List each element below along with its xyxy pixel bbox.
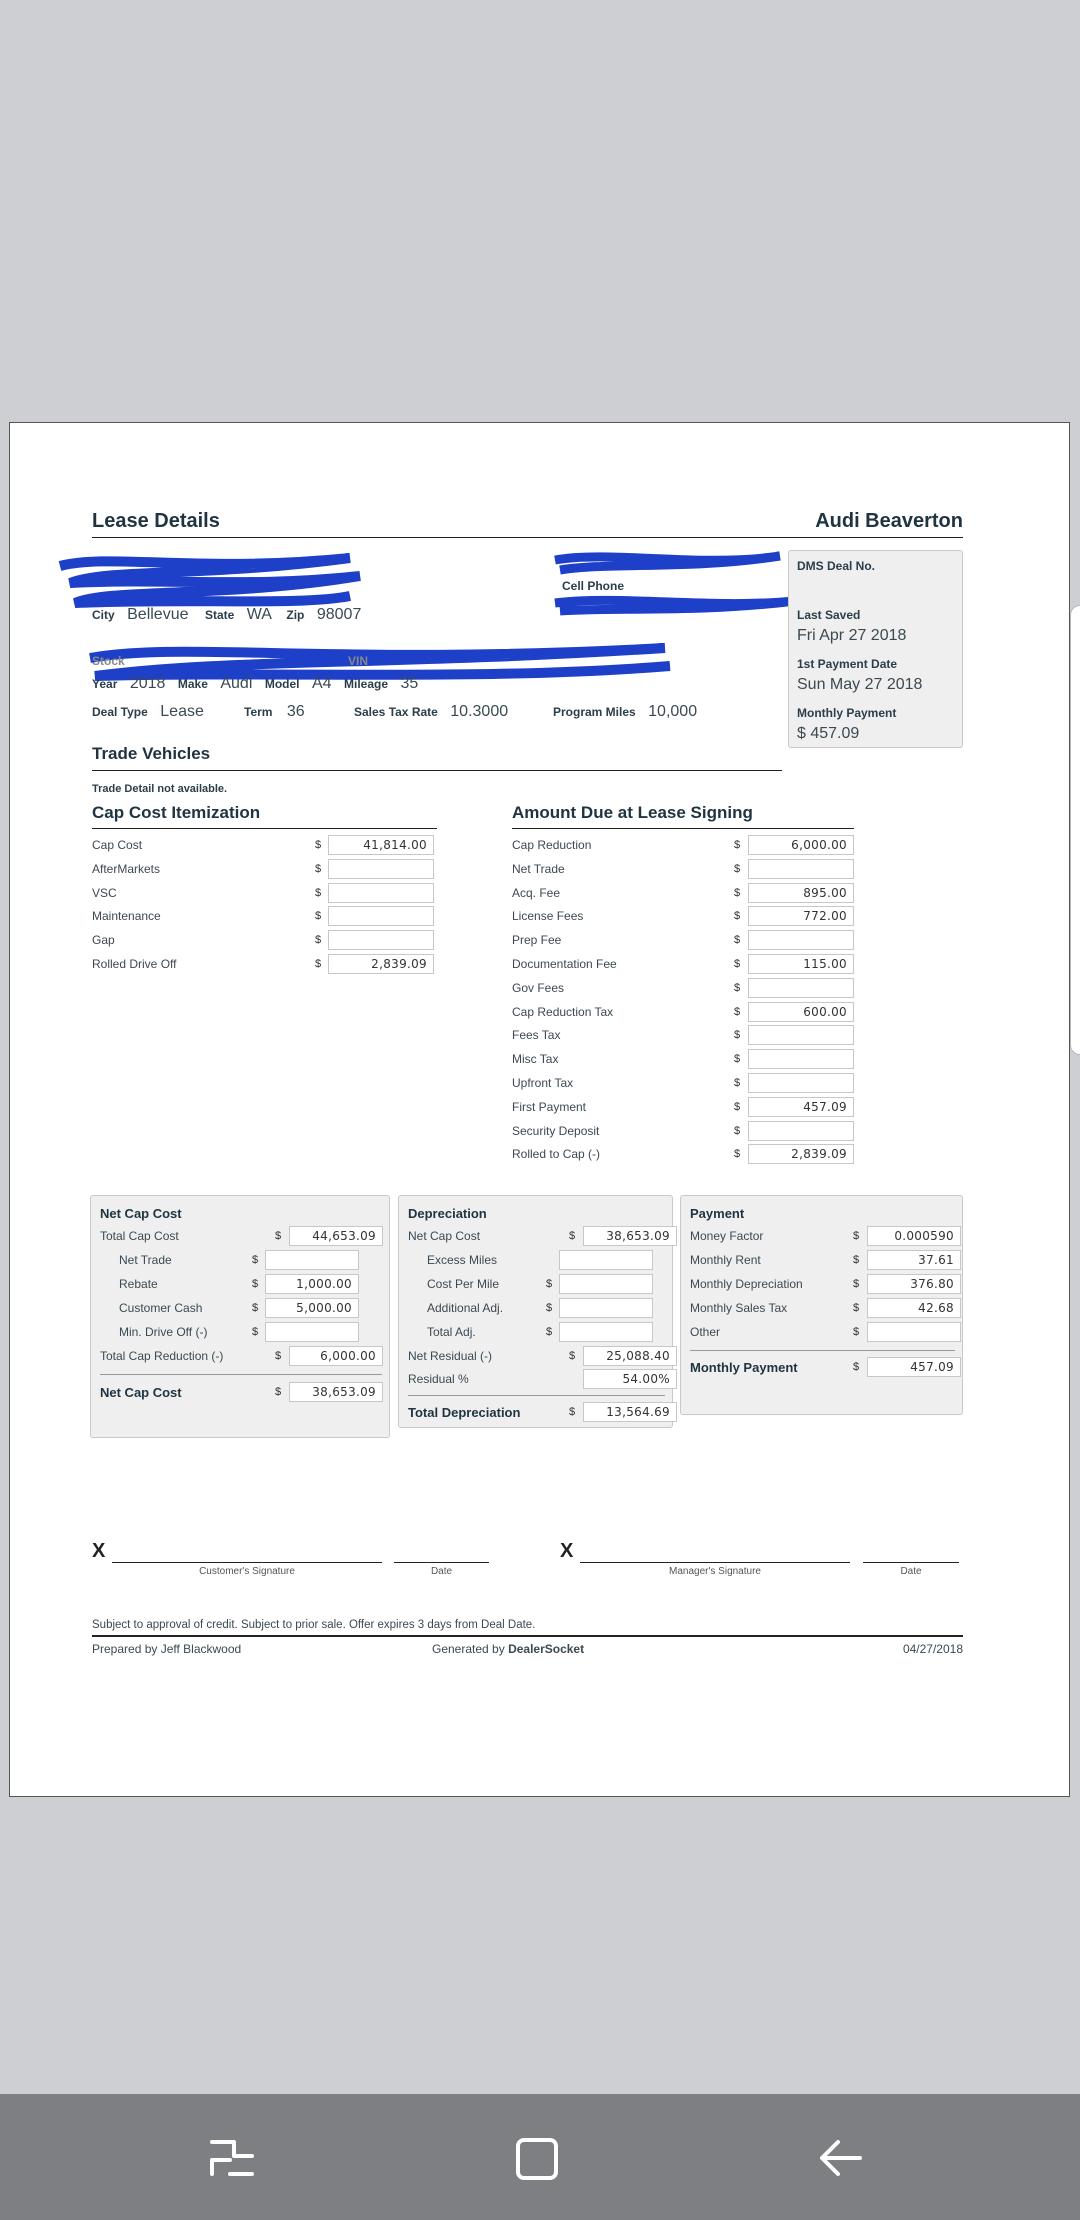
dms-deal-label: DMS Deal No.	[797, 559, 876, 573]
row-label: Rolled Drive Off	[92, 957, 177, 971]
row-label: Cap Reduction	[512, 838, 592, 852]
amount-field[interactable]: 41,814.00	[328, 835, 434, 855]
row-label: Net Trade	[512, 861, 565, 876]
total-depreciation-field[interactable]: 13,564.69	[583, 1402, 677, 1422]
dollar-sign: $	[853, 1361, 860, 1373]
monthly-rent-field[interactable]: 37.61	[867, 1250, 961, 1270]
row-label: Cap Cost	[92, 838, 143, 852]
customer-signature-label: Customer's Signature	[199, 1566, 295, 1577]
divider	[408, 1395, 665, 1396]
manager-sign-x: X	[560, 1540, 574, 1562]
trade-vehicles-title: Trade Vehicles	[92, 744, 211, 763]
dollar-sign: $	[734, 1005, 741, 1018]
monthly-depreciation-label: Monthly Depreciation	[690, 1277, 803, 1291]
depreciation-title: Depreciation	[408, 1206, 487, 1221]
mileage-value: 35	[400, 675, 419, 692]
amount-field[interactable]	[748, 1049, 854, 1069]
cap-cost-title: Cap Cost Itemization	[92, 803, 261, 822]
generated-brand: DealerSocket	[508, 1642, 585, 1656]
divider	[690, 1350, 955, 1351]
model-value: A4	[311, 675, 332, 692]
additional-adj-field[interactable]	[559, 1298, 653, 1318]
min-drive-off-field[interactable]	[265, 1322, 359, 1342]
row-label: Maintenance	[92, 909, 161, 924]
navigation-bar	[0, 2094, 1080, 2220]
dollar-sign: $	[734, 1100, 741, 1113]
monthly-sales-tax-label: Monthly Sales Tax	[690, 1301, 788, 1315]
term	[244, 703, 305, 721]
net-residual-field[interactable]: 25,088.40	[583, 1346, 677, 1366]
customer-signature-line[interactable]	[112, 1562, 382, 1563]
total-cap-cost-field[interactable]: 44,653.09	[289, 1226, 383, 1246]
dollar-sign: $	[734, 934, 741, 947]
amount-field[interactable]: 895.00	[748, 883, 854, 903]
cost-per-mile-label: Cost Per Mile	[427, 1277, 500, 1291]
cap-cost-rule	[92, 828, 437, 829]
dollar-sign: $	[853, 1278, 860, 1290]
generated-prefix: Generated by	[432, 1642, 505, 1656]
monthly-payment-label: Monthly Payment	[797, 706, 897, 720]
dep-net-cap-field[interactable]: 38,653.09	[583, 1226, 677, 1246]
dollar-sign: $	[734, 1029, 741, 1042]
model-label: Model	[264, 677, 300, 691]
document-page	[9, 422, 1070, 1797]
net-trade-label: Net Trade	[119, 1253, 172, 1267]
amount-field[interactable]	[328, 930, 434, 950]
monthly-rent-label: Monthly Rent	[690, 1253, 761, 1267]
dep-net-cap-label: Net Cap Cost	[408, 1229, 481, 1243]
total-adj-label: Total Adj.	[427, 1325, 476, 1339]
first-payment-label: 1st Payment Date	[797, 657, 898, 671]
customer-sign-x: X	[92, 1540, 106, 1562]
amount-field[interactable]: 772.00	[748, 906, 854, 926]
tax-rate-value: 10.3000	[450, 703, 509, 720]
row-label: Upfront Tax	[512, 1076, 574, 1090]
monthly-payment-field[interactable]: 457.09	[867, 1357, 961, 1377]
payment-panel	[680, 1195, 963, 1415]
total-adj-field[interactable]	[559, 1322, 653, 1342]
depreciation-panel	[398, 1195, 673, 1428]
dollar-sign: $	[315, 839, 322, 851]
redaction-scribble	[550, 591, 800, 621]
net-cap-cost-field[interactable]: 38,653.09	[289, 1382, 383, 1402]
amount-field[interactable]	[748, 1025, 854, 1045]
amount-field[interactable]: 115.00	[748, 954, 854, 974]
dollar-sign: $	[734, 862, 741, 875]
cell-phone-label: Cell Phone	[562, 579, 625, 593]
dollar-sign: $	[546, 1326, 553, 1338]
divider	[100, 1374, 382, 1375]
header-rule	[92, 537, 963, 538]
dollar-sign: $	[252, 1254, 259, 1266]
customer-cash-field[interactable]: 5,000.00	[265, 1298, 359, 1318]
monthly-sales-tax-field[interactable]: 42.68	[867, 1298, 961, 1318]
dollar-sign: $	[315, 862, 322, 875]
dollar-sign: $	[275, 1350, 282, 1362]
dollar-sign: $	[853, 1302, 860, 1314]
dollar-sign: $	[275, 1230, 282, 1242]
city-label: City	[92, 608, 115, 622]
customer-date-label: Date	[430, 1566, 453, 1577]
dollar-sign: $	[734, 1053, 741, 1066]
sales-tax-rate	[354, 703, 508, 721]
amount-field[interactable]	[748, 978, 854, 998]
side-panel-handle[interactable]	[1070, 605, 1080, 1055]
program-miles-value: 10,000	[648, 703, 698, 720]
dollar-sign: $	[569, 1230, 576, 1242]
net-cap-cost-panel	[90, 1195, 390, 1438]
document-title: Lease Details	[92, 510, 220, 532]
total-cap-reduction-label: Total Cap Reduction (-)	[100, 1349, 224, 1363]
state-value: WA	[246, 606, 272, 623]
dollar-sign: $	[315, 886, 322, 899]
row-label: Fees Tax	[512, 1028, 561, 1043]
program-miles	[553, 703, 697, 721]
dollar-sign: $	[734, 958, 741, 970]
row-label: License Fees	[512, 909, 584, 924]
dollar-sign: $	[252, 1326, 259, 1338]
vin-label: VIN	[348, 654, 369, 668]
last-saved-value: Fri Apr 27 2018	[797, 627, 907, 644]
amount-field[interactable]: 600.00	[748, 1002, 854, 1022]
dollar-sign: $	[315, 958, 322, 970]
amount-field[interactable]: 2,839.09	[328, 954, 434, 974]
amount-field[interactable]	[328, 859, 434, 879]
manager-date-line[interactable]	[863, 1562, 959, 1563]
customer-cash-label: Customer Cash	[119, 1301, 203, 1315]
dollar-sign: $	[853, 1230, 860, 1242]
dollar-sign: $	[734, 1124, 741, 1137]
trade-rule	[92, 770, 782, 771]
net-cap-cost-total-label: Net Cap Cost	[100, 1385, 182, 1400]
amount-field[interactable]	[748, 930, 854, 950]
total-cap-reduction-field[interactable]: 6,000.00	[289, 1346, 383, 1366]
make-value: Audi	[220, 675, 253, 692]
home-icon[interactable]	[514, 2136, 562, 2182]
trade-note: Trade Detail not available.	[92, 783, 228, 795]
year-label: Year	[92, 677, 118, 691]
amount-field[interactable]: 2,839.09	[748, 1144, 854, 1164]
year-value: 2018	[129, 675, 166, 692]
excess-miles-field[interactable]	[559, 1250, 653, 1270]
net-trade-field[interactable]	[265, 1250, 359, 1270]
dollar-sign: $	[275, 1386, 282, 1398]
money-factor-label: Money Factor	[690, 1229, 764, 1243]
row-label: AfterMarkets	[92, 861, 161, 876]
dollar-sign: $	[315, 910, 322, 923]
dollar-sign: $	[252, 1278, 259, 1290]
stock-label: Stock	[92, 654, 125, 668]
city-value: Bellevue	[127, 606, 189, 623]
row-label: First Payment	[512, 1099, 587, 1114]
amount-due-rule	[512, 828, 854, 829]
money-factor-field[interactable]: 0.000590	[867, 1226, 961, 1246]
total-depreciation-label: Total Depreciation	[408, 1405, 521, 1420]
rebate-label: Rebate	[119, 1277, 158, 1291]
dollar-sign: $	[734, 886, 741, 899]
tax-rate-label: Sales Tax Rate	[354, 705, 438, 719]
row-label: Misc Tax	[512, 1052, 559, 1067]
footer-date: 04/27/2018	[902, 1642, 963, 1656]
dollar-sign: $	[734, 839, 741, 851]
payment-title: Payment	[690, 1206, 745, 1221]
disclaimer-text: Subject to approval of credit. Subject to prior sale. Offer expires 3 days from Deal Date.	[92, 1619, 536, 1631]
total-cap-cost-label: Total Cap Cost	[100, 1229, 179, 1243]
monthly-depreciation-field[interactable]: 376.80	[867, 1274, 961, 1294]
dollar-sign: $	[734, 1077, 741, 1089]
net-cap-cost-title: Net Cap Cost	[100, 1206, 182, 1221]
state-label: State	[204, 608, 235, 622]
net-residual-label: Net Residual (-)	[408, 1349, 493, 1363]
deal-type-label: Deal Type	[92, 705, 148, 719]
row-label: Acq. Fee	[512, 885, 561, 900]
monthly-payment-value: $ 457.09	[797, 725, 860, 742]
amount-field[interactable]	[328, 906, 434, 926]
term-value: 36	[286, 703, 305, 720]
amount-due-title: Amount Due at Lease Signing	[512, 803, 753, 822]
deal-type-value: Lease	[160, 703, 204, 720]
monthly-payment-total-label: Monthly Payment	[690, 1360, 798, 1375]
row-label: Cap Reduction Tax	[512, 1004, 614, 1019]
term-label: Term	[244, 705, 273, 719]
dollar-sign: $	[315, 934, 322, 947]
customer-location	[92, 606, 361, 624]
other-label: Other	[690, 1325, 721, 1339]
cost-per-mile-field[interactable]	[559, 1274, 653, 1294]
dollar-sign: $	[734, 981, 741, 994]
manager-signature-line[interactable]	[580, 1562, 850, 1563]
row-label: VSC	[92, 885, 117, 900]
zip-label: Zip	[286, 608, 305, 622]
manager-signature-label: Manager's Signature	[669, 1566, 761, 1577]
amount-field[interactable]: 6,000.00	[748, 835, 854, 855]
excess-miles-label: Excess Miles	[427, 1253, 498, 1267]
residual-pct-field[interactable]: 54.00%	[583, 1369, 677, 1389]
amount-field[interactable]	[748, 859, 854, 879]
amount-field[interactable]	[328, 883, 434, 903]
rebate-field[interactable]: 1,000.00	[265, 1274, 359, 1294]
deal-type	[92, 703, 204, 721]
row-label: Gov Fees	[512, 980, 565, 995]
row-label: Rolled to Cap (-)	[512, 1147, 601, 1162]
back-icon[interactable]	[816, 2136, 864, 2180]
dollar-sign: $	[734, 910, 741, 923]
dollar-sign: $	[734, 1148, 741, 1161]
customer-date-line[interactable]	[394, 1562, 489, 1563]
row-label: Security Deposit	[512, 1123, 600, 1138]
first-payment-value: Sun May 27 2018	[797, 676, 923, 693]
manager-date-label: Date	[900, 1566, 922, 1577]
dollar-sign: $	[569, 1406, 576, 1418]
recent-apps-icon[interactable]	[208, 2136, 256, 2180]
dollar-sign: $	[853, 1254, 860, 1266]
min-drive-off-label: Min. Drive Off (-)	[119, 1325, 208, 1339]
amount-field[interactable]	[748, 1121, 854, 1141]
prepared-by: Prepared by Jeff Blackwood	[92, 1642, 242, 1656]
mileage-label: Mileage	[343, 677, 388, 691]
vehicle-info	[92, 675, 418, 693]
program-miles-label: Program Miles	[553, 705, 636, 719]
footer-rule	[92, 1635, 963, 1637]
other-field[interactable]	[867, 1322, 961, 1342]
additional-adj-label: Additional Adj.	[427, 1301, 504, 1315]
generated-by	[432, 1642, 584, 1656]
dollar-sign: $	[546, 1278, 553, 1290]
dollar-sign: $	[569, 1350, 576, 1362]
redaction-scribble	[550, 548, 790, 578]
residual-pct-label: Residual %	[408, 1372, 469, 1386]
last-saved-label: Last Saved	[797, 608, 861, 622]
row-label: Prep Fee	[512, 933, 562, 948]
dollar-sign: $	[546, 1302, 553, 1314]
dealer-name: Audi Beaverton	[815, 510, 963, 532]
zip-value: 98007	[316, 606, 362, 623]
dollar-sign: $	[252, 1302, 259, 1314]
make-label: Make	[177, 677, 208, 691]
row-label: Gap	[92, 933, 115, 948]
amount-field[interactable]: 457.09	[748, 1097, 854, 1117]
dollar-sign: $	[853, 1326, 860, 1338]
deal-summary-box	[788, 550, 963, 748]
amount-field[interactable]	[748, 1073, 854, 1093]
row-label: Documentation Fee	[512, 957, 617, 971]
